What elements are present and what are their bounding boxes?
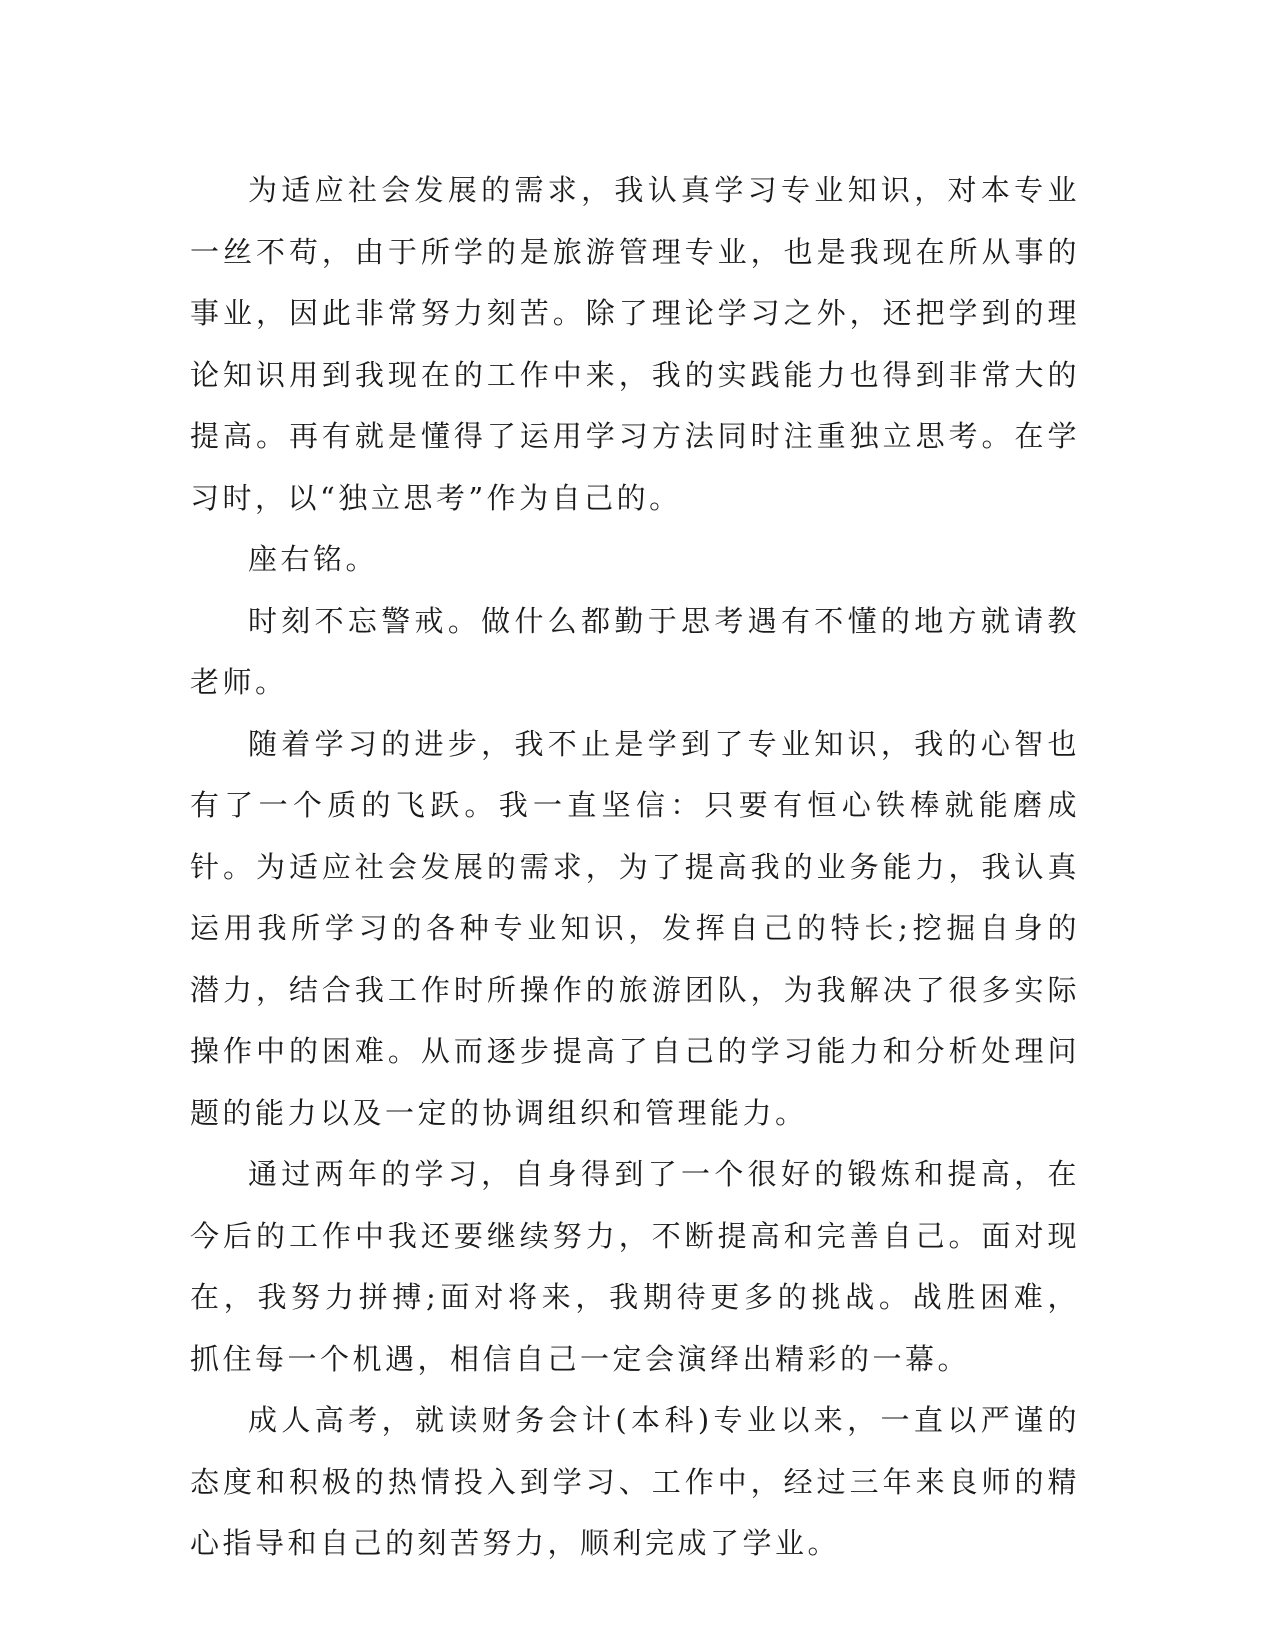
paragraph-6: 成人高考，就读财务会计(本科)专业以来，一直以严谨的态度和积极的热情投入到学习、工作中，经过三年来良师的精心指导和自己的刻苦努力，顺利完成了学业。 <box>190 1403 1080 1560</box>
paragraph-5: 通过两年的学习，自身得到了一个很好的锻炼和提高，在今后的工作中我还要继续努力，不断提高和完善自己。面对现在，我努力拼搏;面对将来，我期待更多的挑战。战胜困难，抓住每一个机遇，相信自己一定会演绎出精彩的一幕。 <box>190 1157 1080 1376</box>
paragraph-2: 座右铭。 <box>248 542 379 576</box>
paragraph-3: 时刻不忘警戒。做什么都勤于思考遇有不懂的地方就请教老师。 <box>190 603 1080 699</box>
paragraph-4: 随着学习的进步，我不止是学到了专业知识，我的心智也有了一个质的飞跃。我一直坚信：只要有恒心铁棒就能磨成针。为适应社会发展的需求，为了提高我的业务能力，我认真运用我所学习的各种专业知识，发挥自己的特长;挖掘自身的潜力，结合我工作时所操作的旅游团队，为我解决了很多实际操作中的困难。从而逐步提高了自己的学习能力和分析处理问题的能力以及一定的协调组织和管理能力。 <box>190 726 1080 1130</box>
paragraph-1: 为适应社会发展的需求，我认真学习专业知识，对本专业一丝不苟，由于所学的是旅游管理专业，也是我现在所从事的事业，因此非常努力刻苦。除了理论学习之外，还把学到的理论知识用到我现在的工作中来，我的实践能力也得到非常大的提高。再有就是懂得了运用学习方法同时注重独立思考。在学习时，以“独立思考”作为自己的。 <box>190 173 1080 515</box>
document-body <box>190 160 1080 1575</box>
